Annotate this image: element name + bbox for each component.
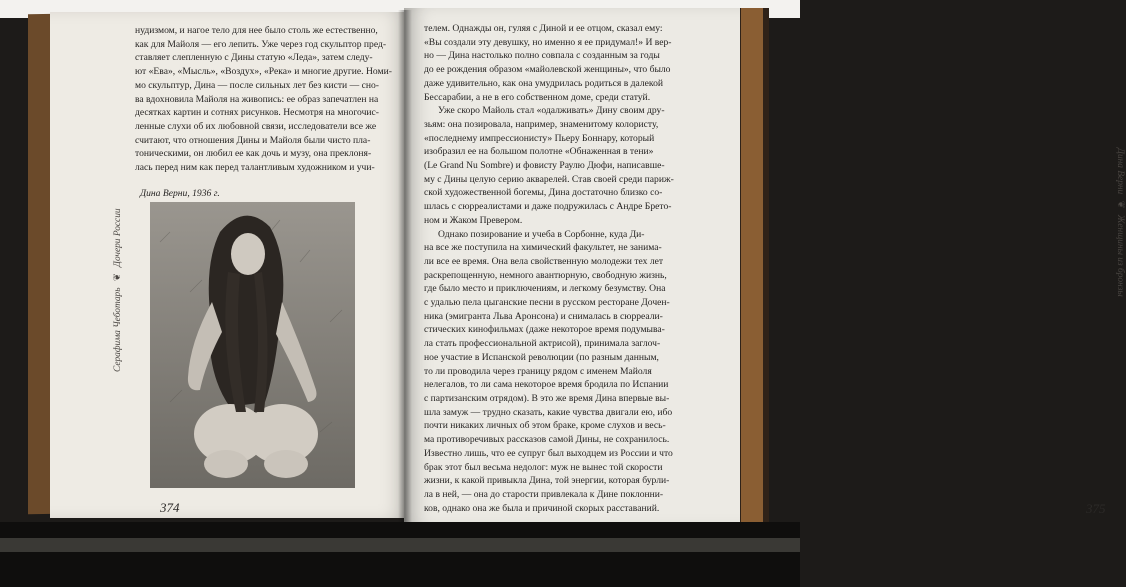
photo-image — [150, 202, 355, 488]
cover-stripe — [741, 8, 763, 528]
text-line: тоническими, он любил ее как дочь и музу, она преклоня- — [135, 148, 372, 160]
book-cover-right-edge — [735, 8, 769, 528]
text-line: но — Дина настолько полно совпала с созданным за годы — [424, 50, 660, 62]
page-number-left: 374 — [160, 500, 180, 515]
text-line: ла стать профессиональной актрисой), принимала заглоч- — [424, 338, 661, 350]
text-line: где было место и приключениям, и легкому безумству. Она — [424, 283, 666, 295]
text-line: ставляет слепленную с Дины статую «Леда», затем следу- — [135, 52, 373, 64]
ornament-icon: ❦ — [1115, 200, 1125, 209]
text-line: как для Майоля — его лепить. Уже через год скульптор пред- — [135, 38, 387, 50]
text-line: нудизмом, и нагое тело для нее было столь же естественно, — [135, 25, 378, 36]
text-line: (Le Grand Nu Sombre) и фовисту Раулю Дюфи, написавше- — [424, 160, 665, 172]
left-page — [50, 12, 410, 518]
text-line: ют «Ева», «Мысль», «Воздух», «Река» и многие другие. Номи- — [135, 66, 392, 78]
photo-caption: Дина Верни, 1936 г. — [140, 188, 220, 199]
text-line: десятках картин и сотнях рисунков. Несмотря на многочис- — [135, 107, 379, 119]
text-line: телем. Однажды он, гуляя с Диной и ее отцом, сказал ему: — [424, 23, 663, 34]
running-head-title: Женщины из бронзы — [1115, 214, 1125, 297]
text-line: нелегалов, то ли сама некоторое время бродила по Испании — [424, 379, 669, 391]
text-line: Однако позирование и учеба в Сорбонне, куда Ди- — [438, 228, 645, 240]
book-gutter — [398, 10, 412, 522]
text-line: Известно лишь, что ее супруг был выходцем из России и что — [424, 447, 673, 459]
text-line: стических кинофильмах (даже некоторое время подумыва- — [424, 324, 665, 336]
right-running-head — [1115, 148, 1126, 297]
text-line: ков, однако она же была и причиной скорых расставаний. — [424, 502, 660, 514]
text-line: Бессарабии, а не в его собственном доме, среди статуй. — [424, 91, 651, 103]
ornament-icon: ❦ — [113, 273, 123, 282]
text-line: считают, что отношения Дины и Майоля были чисто пла- — [135, 134, 371, 146]
text-line: жизни, к какой привыкла Дина, той энергии, которая бурли- — [424, 475, 670, 487]
text-line: ное участие в Испанской революции (по разным данным, — [424, 351, 659, 363]
running-head-author: Серафима Чеботарь — [113, 287, 123, 372]
text-line: то ли проводила через границу рядом с именем Майоля — [424, 365, 652, 377]
text-line: ном и Жаком Превером. — [424, 214, 523, 226]
left-page-text — [135, 24, 405, 175]
text-line: ской художественной богемы, Дина достаточно близко со- — [424, 187, 663, 199]
text-line: ма противоречивых рассказов самой Дины, не сохранилось. — [424, 434, 670, 446]
text-line: лась перед ним как перед талантливым художником и учи- — [135, 162, 375, 174]
text-line: зьям: она позировала, например, знаменитому колористу, — [424, 118, 659, 130]
running-head-author: Дина Верни — [1115, 148, 1125, 195]
text-line: ника (эмигранта Льва Аронсона) и снималась в сюрреали- — [424, 310, 663, 322]
text-line: «последнему импрессионисту» Пьеру Боннару, который — [424, 132, 655, 144]
scan-background-bottom — [0, 522, 800, 587]
text-line: Уже скоро Майоль стал «одалживать» Дину своим дру- — [438, 105, 665, 117]
text-line: ла в ней, — она до старости привлекала к Дине поклонни- — [424, 488, 664, 500]
text-line: ли все ее время. Она вела свойственную молодежи тех лет — [424, 255, 664, 267]
text-line: до ее рождения образом «майолевской женщины», что было — [424, 64, 671, 76]
text-line: брак этот был весьма недолог: муж не вынес той скорости — [424, 461, 663, 473]
text-line: с удалью пела цыганские песни в русском ресторане Дочен- — [424, 297, 670, 309]
text-line: ленные слухи об их любовной связи, исследователи все же — [135, 120, 377, 132]
text-line: с партизанским отрядом). В это же время Дина впервые вы- — [424, 392, 670, 404]
text-line: ва вдохновила Майоля на живопись: ее образ запечатлен на — [135, 93, 379, 105]
text-line: почти никаких личных об этом браке, кроме слухов и весь- — [424, 420, 666, 432]
scanner-strip — [0, 538, 800, 552]
text-line: «Вы создали эту девушку, но именно я ее придумал!» И вер- — [424, 36, 672, 48]
photo-illustration — [150, 202, 355, 488]
text-line: шла замуж — трудно сказать, какие чувства двигали ею, ибо — [424, 406, 673, 418]
text-line: изобразил ее на большом полотне «Обнаженная в тени» — [424, 146, 654, 158]
text-line: му с Дины целую серию акварелей. Став своей среди париж- — [424, 173, 674, 185]
text-line: даже удивительно, как она умудрилась родиться в далекой — [424, 77, 664, 89]
page-number-right: 375 — [1086, 501, 1106, 516]
text-line: шлась с сюрреалистами и даже подружилась с Андре Брето- — [424, 201, 672, 213]
text-line: мо скульптур, Дина — после сильных лет без кисти — сно- — [135, 79, 379, 91]
running-head-title: Дочери России — [113, 208, 123, 267]
text-line: на все же поступила на химический факультет, не занима- — [424, 242, 662, 254]
left-running-head — [112, 208, 123, 372]
right-page-text — [424, 22, 704, 515]
right-page — [404, 8, 1125, 526]
text-line: раскрепощенную, немного авантюрную, свободную жизнь, — [424, 269, 667, 281]
